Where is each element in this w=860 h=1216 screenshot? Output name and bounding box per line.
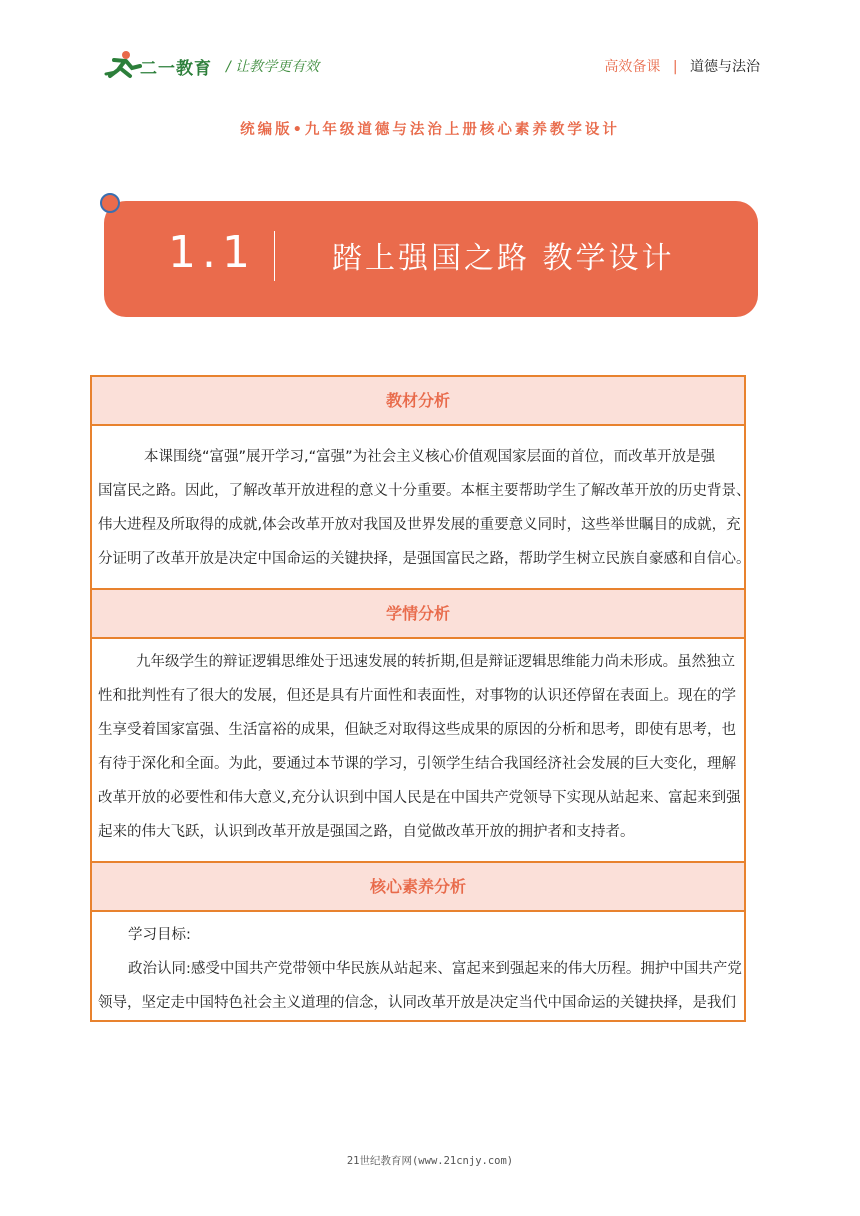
text-line: 伟大进程及所取得的成就,体会改革开放对我国及世界发展的重要意义同时，这些举世瞩目的成就，充	[98, 517, 741, 533]
title-banner	[104, 201, 758, 317]
section-body-textbook	[92, 426, 751, 590]
header-right	[604, 56, 760, 76]
banner-divider	[274, 231, 275, 281]
page-header	[0, 0, 860, 90]
text-line: 性和批判性有了很大的发展，但还是具有片面性和表面性，对事物的认识还停留在表面上。现在的学	[98, 688, 736, 704]
text-line: 学习目标:	[128, 927, 191, 943]
text-line: 分证明了改革开放是决定中国命运的关键抉择，是强国富民之路，帮助学生树立民族自豪感和自信心。	[98, 551, 751, 567]
text-line: 国富民之路。因此，了解改革开放进程的意义十分重要。本框主要帮助学生了解改革开放的历史背景、	[98, 483, 751, 499]
runner-logo-icon	[104, 50, 144, 80]
text-line: 领导，坚定走中国特色社会主义道理的信念，认同改革开放是决定当代中国命运的关键抉择，是我们	[98, 995, 736, 1011]
header-separator: |	[672, 59, 678, 75]
lesson-title: 踏上强国之路 教学设计	[332, 241, 675, 276]
text-line: 九年级学生的辩证逻辑思维处于迅速发展的转折期,但是辩证逻辑思维能力尚未形成。虽然独立	[136, 654, 736, 670]
banner-dot-icon	[100, 193, 120, 213]
text-line: 改革开放的必要性和伟大意义,充分认识到中国人民是在中国共产党领导下实现从站起来、富起来到强	[98, 790, 741, 806]
section-heading-core: 核心素养分析	[92, 863, 744, 912]
document-subtitle: 统编版•九年级道德与法治上册核心素养教学设计	[240, 122, 620, 138]
text-line: 本课围绕“富强”展开学习,“富强”为社会主义核心价值观国家层面的首位，而改革开放是强	[144, 449, 716, 465]
page-footer: 21世纪教育网(www.21cnjy.com)	[346, 1155, 514, 1167]
slogan: / 让教学更有效	[226, 59, 320, 75]
section-body-learner	[92, 639, 744, 863]
lesson-number: 1.1	[168, 227, 256, 278]
header-label-prep: 高效备课	[604, 59, 661, 75]
section-heading-learner: 学情分析	[92, 590, 744, 639]
design-table	[90, 375, 751, 1022]
text-line: 起来的伟大飞跃，认识到改革开放是强国之路，自觉做改革开放的拥护者和支持者。	[98, 824, 635, 840]
section-heading-textbook: 教材分析	[92, 377, 744, 426]
text-line: 有待于深化和全面。为此，要通过本节课的学习，引领学生结合我国经济社会发展的巨大变化，理解	[98, 756, 736, 772]
text-line: 生享受着国家富强、生活富裕的成果，但缺乏对取得这些成果的原因的分析和思考，即使有思考，也	[98, 722, 736, 738]
text-line: 政治认同:感受中国共产党带领中华民族从站起来、富起来到强起来的伟大历程。拥护中国共产党	[128, 961, 742, 977]
logo-text: 二一教育	[140, 59, 212, 79]
header-label-subject: 道德与法治	[690, 59, 760, 75]
section-body-core	[92, 912, 744, 1020]
